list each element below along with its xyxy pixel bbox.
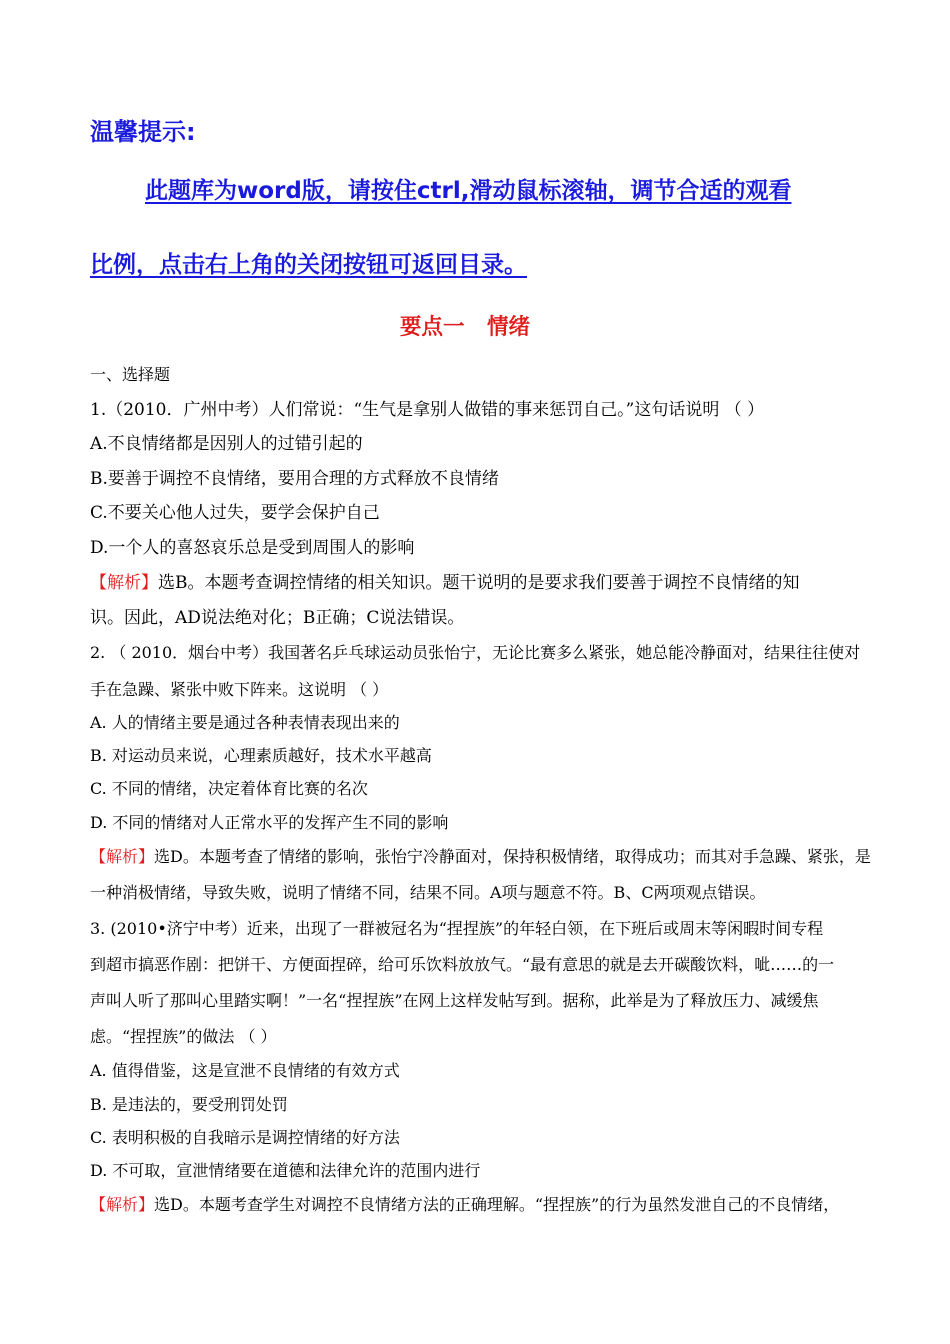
question-line: 1.（2010．广州中考）人们常说：“生气是拿别人做错的事来惩罚自己。”这句话说明 （ ） bbox=[90, 400, 765, 420]
tip-title: 温馨提示: bbox=[90, 118, 196, 146]
option-line: C. 表明积极的自我暗示是调控情绪的好方法 bbox=[90, 1128, 400, 1147]
question-line: 3. (2010•济宁中考）近来，出现了一群被冠名为“捏捏族”的年轻白领，在下班后或周末等闲暇时间专程 bbox=[90, 919, 824, 938]
option-line: B. 是违法的，要受刑罚处罚 bbox=[90, 1095, 288, 1114]
option-line: C. 不同的情绪，决定着体育比赛的名次 bbox=[90, 779, 368, 798]
option-line: B.要善于调控不良情绪，要用合理的方式释放不良情绪 bbox=[90, 469, 499, 489]
analysis-line: 【解析】选D。本题考查了情绪的影响，张怡宁冷静面对，保持积极情绪，取得成功；而其对手急躁、紧张，是 bbox=[90, 847, 871, 866]
analysis-tag: 【解析】 bbox=[90, 573, 158, 593]
section-heading: 一、选择题 bbox=[90, 365, 171, 384]
analysis-tag: 【解析】 bbox=[90, 847, 155, 866]
question-line: 到超市搞恶作剧：把饼干、方便面捏碎，给可乐饮料放放气。“最有意思的就是去开碳酸饮料，呲……的一 bbox=[90, 955, 835, 974]
analysis-line: 【解析】选D。本题考查学生对调控不良情绪方法的正确理解。“捏捏族”的行为虽然发泄自己的不良情绪， bbox=[90, 1195, 840, 1214]
analysis-line: 一种消极情绪，导致失败，说明了情绪不同，结果不同。A项与题意不符。B、C两项观点错误。 bbox=[90, 883, 766, 902]
section-title: 要点一 情绪 bbox=[399, 315, 531, 340]
option-line: D.一个人的喜怒哀乐总是受到周围人的影响 bbox=[90, 538, 415, 558]
question-line: 手在急躁、紧张中败下阵来。这说明 （ ） bbox=[90, 680, 389, 699]
option-line: A. 值得借鉴，这是宣泄不良情绪的有效方式 bbox=[90, 1061, 400, 1080]
option-line: A. 人的情绪主要是通过各种表情表现出来的 bbox=[90, 713, 400, 732]
tip-line-2: 比例，点击右上角的关闭按钮可返回目录。 bbox=[90, 252, 527, 278]
option-line: C.不要关心他人过失，要学会保护自己 bbox=[90, 503, 380, 523]
option-line: D. 不同的情绪对人正常水平的发挥产生不同的影响 bbox=[90, 813, 449, 832]
question-line: 2. （ 2010．烟台中考）我国著名乒乓球运动员张怡宁，无论比赛多么紧张，她总能冷静面对，结果往往使对 bbox=[90, 643, 861, 662]
analysis-line: 【解析】选B。本题考查调控情绪的相关知识。题干说明的是要求我们要善于调控不良情绪的知 bbox=[90, 573, 800, 593]
question-line: 声叫人听了那叫心里踏实啊！”一名“捏捏族”在网上这样发帖写到。据称，此举是为了释放压力、减缓焦 bbox=[90, 991, 819, 1010]
option-line: A.不良情绪都是因别人的过错引起的 bbox=[90, 434, 363, 454]
question-line: 虑。“捏捏族”的做法 （ ） bbox=[90, 1027, 277, 1046]
option-line: D. 不可取，宣泄情绪要在道德和法律允许的范围内进行 bbox=[90, 1161, 481, 1180]
analysis-tag: 【解析】 bbox=[90, 1195, 155, 1214]
option-line: B. 对运动员来说，心理素质越好，技术水平越高 bbox=[90, 746, 432, 765]
analysis-line: 识。因此，AD说法绝对化；B正确；C说法错误。 bbox=[90, 608, 465, 628]
tip-line-1: 此题库为word版，请按住ctrl,滑动鼠标滚轴，调节合适的观看 bbox=[145, 178, 792, 204]
